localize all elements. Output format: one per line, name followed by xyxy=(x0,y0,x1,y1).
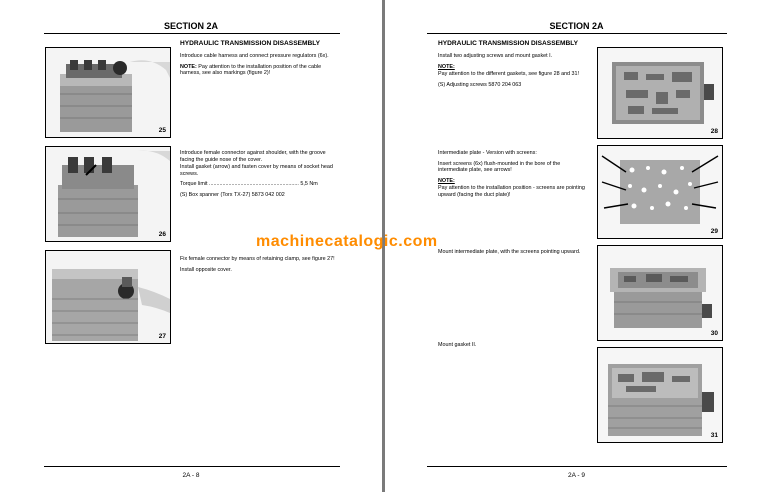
text-block-30 xyxy=(438,249,596,260)
tool-line: (S) Adjusting screws 5870 204 063 xyxy=(438,81,522,88)
paragraph: Mount gasket II. xyxy=(438,342,477,348)
torque-line: Torque limit ............................................................ 5,5 Nm xyxy=(180,181,318,188)
paragraph: Pay attention to the different gaskets, see figure 28 and 31! xyxy=(438,71,580,78)
paragraph: Insert screens (6x) flush-mounted in the bore of the intermediate plate, see arrows! xyxy=(438,160,561,174)
page-heading: HYDRAULIC TRANSMISSION DISASSEMBLY xyxy=(180,40,321,47)
page-number: 2A - 8 xyxy=(182,472,200,479)
text-block-25 xyxy=(180,53,340,81)
text-block-27 xyxy=(180,256,340,277)
watermark: machinecatalogic.com xyxy=(256,233,438,250)
figure-30-photo xyxy=(597,245,723,341)
figure-number: 25 xyxy=(158,127,166,134)
text-block-26 xyxy=(180,150,340,203)
paragraph: Intermediate plate - Version with screens: xyxy=(438,150,537,156)
footer-rule xyxy=(44,466,340,467)
figure-26-photo xyxy=(45,146,171,242)
figure-number: 28 xyxy=(710,128,718,135)
paragraph: Introduce cable harness and connect pressure regulators (6x). xyxy=(180,53,329,59)
right-page xyxy=(385,0,768,492)
text-block-28 xyxy=(438,53,590,92)
paragraph: Install opposite cover. xyxy=(180,266,232,273)
paragraph: Pay attention to the installation position - screens are pointing upward (facing the duct plate)! xyxy=(438,185,585,198)
section-title: SECTION 2A xyxy=(549,21,604,31)
figure-28-photo xyxy=(597,47,723,139)
figure-31-photo xyxy=(597,347,723,443)
figure-29-photo xyxy=(597,145,723,239)
note-label: NOTE: xyxy=(180,63,197,70)
page-heading: HYDRAULIC TRANSMISSION DISASSEMBLY xyxy=(438,40,579,47)
figure-number: 29 xyxy=(710,228,718,235)
paragraph: Fix female connector by means of retaining clamp, see figure 27! xyxy=(180,256,335,262)
paragraph: Introduce female connector against shoulder, with the groove facing the guide nose of the cover. xyxy=(180,150,326,163)
figure-number: 31 xyxy=(710,432,718,439)
tool-line: (S) Box spanner (Torx TX-27) 5873 042 002 xyxy=(180,191,285,198)
paragraph: Mount intermediate plate, with the screens pointing upward. xyxy=(438,249,581,255)
paragraph: Install two adjusting screws and mount gasket I. xyxy=(438,53,553,59)
header-rule xyxy=(427,33,727,34)
figure-27-photo xyxy=(45,250,171,344)
header-rule xyxy=(44,33,340,34)
figure-number: 30 xyxy=(710,330,718,337)
note-label: NOTE: xyxy=(438,177,455,184)
section-title: SECTION 2A xyxy=(163,21,218,31)
paragraph: Pay attention to the installation position of the cable harness, see also markings (figure 2)! xyxy=(180,63,322,77)
footer-rule xyxy=(427,466,727,467)
note-label: NOTE: xyxy=(438,63,455,70)
paragraph: Install gasket (arrow) and fasten cover by means of socket head screws. xyxy=(180,164,333,177)
figure-number: 27 xyxy=(158,333,166,340)
figure-25-photo xyxy=(45,47,171,138)
page-number: 2A - 9 xyxy=(568,472,585,479)
figure-number: 26 xyxy=(158,231,166,238)
text-block-29 xyxy=(438,150,590,203)
text-block-31 xyxy=(438,342,590,353)
